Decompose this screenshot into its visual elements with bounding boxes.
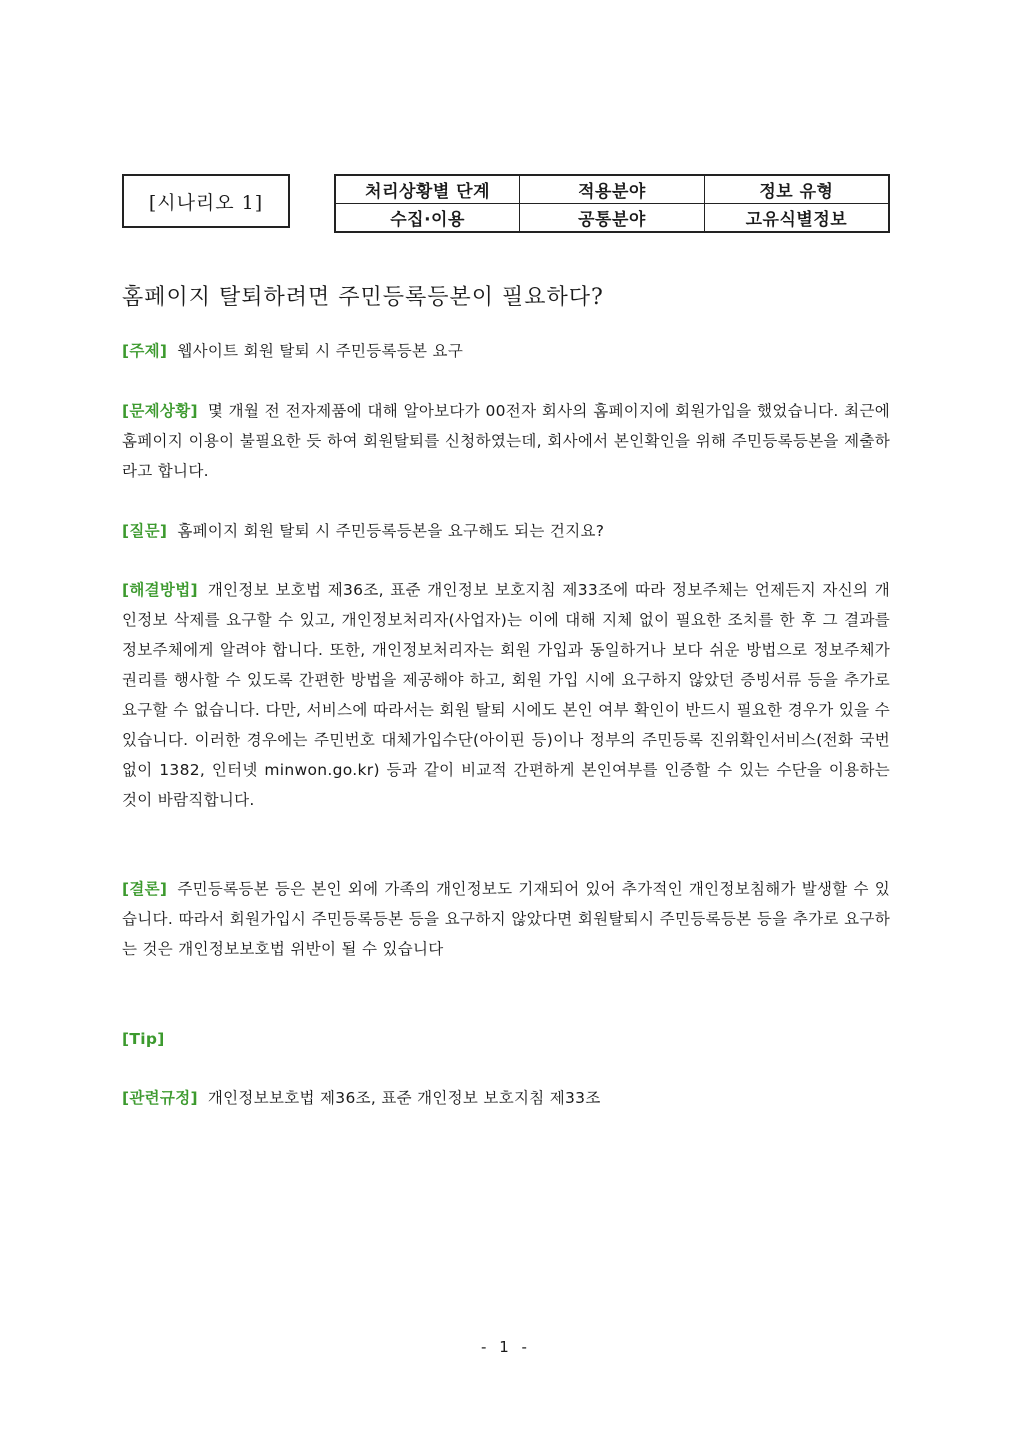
info-table-value-stage: 수집·이용 <box>335 204 520 233</box>
section-solution <box>122 575 890 815</box>
section-problem-label: [문제상황] <box>122 402 198 420</box>
section-tip <box>122 1024 890 1054</box>
info-table-value-type: 고유식별정보 <box>704 204 889 233</box>
page-number: - 1 - <box>481 1338 531 1356</box>
section-conclusion-label: [결론] <box>122 880 168 898</box>
section-solution-text: 개인정보 보호법 제36조, 표준 개인정보 보호지침 제33조에 따라 정보주체는 언제든지 자신의 개인정보 삭제를 요구할 수 있고, 개인정보처리자(사업자)는 이에 대해 지체 없이 필요한 조치를 한 후 그 결과를 정보주체에게 알려야 합니다. 또한, 개인정보처리자는 회원 가입과 동일하거나 보다 쉬운 방법으로 정보주체가 권리를 행사할 수 있도록 간편한 방법을 제공해야 하고, 회원 가입 시에 요구하지 않았던 증빙서류 등을 추가로 요구할 수 없습니다. 다만, 서비스에 따라서는 회원 탈퇴 시에도 본인 여부 확인이 반드시 필요한 경우가 있을 수 있습니다. 이러한 경우에는 주민번호 대체가입수단(아이핀 등)이나 정부의 주민등록 진위확인서비스(전화 국번 없이 1382, 인터넷 minwon.go.kr) 등과 같이 비교적 간편하게 본인여부를 인증할 수 있는 수단을 이용하는 것이 바람직합니다. <box>122 581 890 809</box>
section-problem-text: 몇 개월 전 전자제품에 대해 알아보다가 00전자 회사의 홈페이지에 회원가입을 했었습니다. 최근에 홈페이지 이용이 불필요한 듯 하여 회원탈퇴를 신청하였는데, 회사에서 본인확인을 위해 주민등록등본을 제출하라고 합니다. <box>122 402 890 480</box>
section-topic-label: [주제] <box>122 342 168 360</box>
section-tip-label: [Tip] <box>122 1030 165 1048</box>
info-table-header-row <box>335 175 889 204</box>
info-table <box>334 174 890 233</box>
section-regulation <box>122 1083 890 1113</box>
section-regulation-label: [관련규정] <box>122 1089 198 1107</box>
info-table-header-field: 적용분야 <box>520 175 705 204</box>
section-problem <box>122 396 890 486</box>
info-table-value-row <box>335 204 889 233</box>
section-regulation-text: 개인정보보호법 제36조, 표준 개인정보 보호지침 제33조 <box>207 1089 601 1107</box>
section-question <box>122 516 890 546</box>
info-table-header-type: 정보 유형 <box>704 175 889 204</box>
section-topic-text: 웹사이트 회원 탈퇴 시 주민등록등본 요구 <box>177 342 464 360</box>
section-conclusion-text: 주민등록등본 등은 본인 외에 가족의 개인정보도 기재되어 있어 추가적인 개인정보침해가 발생할 수 있습니다. 따라서 회원가입시 주민등록등본 등을 요구하지 않았다면 회원탈퇴시 주민등록등본 등을 추가로 요구하는 것은 개인정보보호법 위반이 될 수 있습니다 <box>122 880 890 958</box>
info-table-header-stage: 처리상황별 단계 <box>335 175 520 204</box>
section-conclusion <box>122 874 890 964</box>
info-table-value-field: 공통분야 <box>520 204 705 233</box>
section-question-text: 홈페이지 회원 탈퇴 시 주민등록등본을 요구해도 되는 건지요? <box>177 522 605 540</box>
section-question-label: [질문] <box>122 522 168 540</box>
scenario-label: [시나리오 1] <box>148 191 264 214</box>
document-title: 홈페이지 탈퇴하려면 주민등록등본이 필요하다? <box>122 285 604 310</box>
section-solution-label: [해결방법] <box>122 581 198 599</box>
section-topic <box>122 336 890 366</box>
scenario-label-box <box>122 174 290 228</box>
